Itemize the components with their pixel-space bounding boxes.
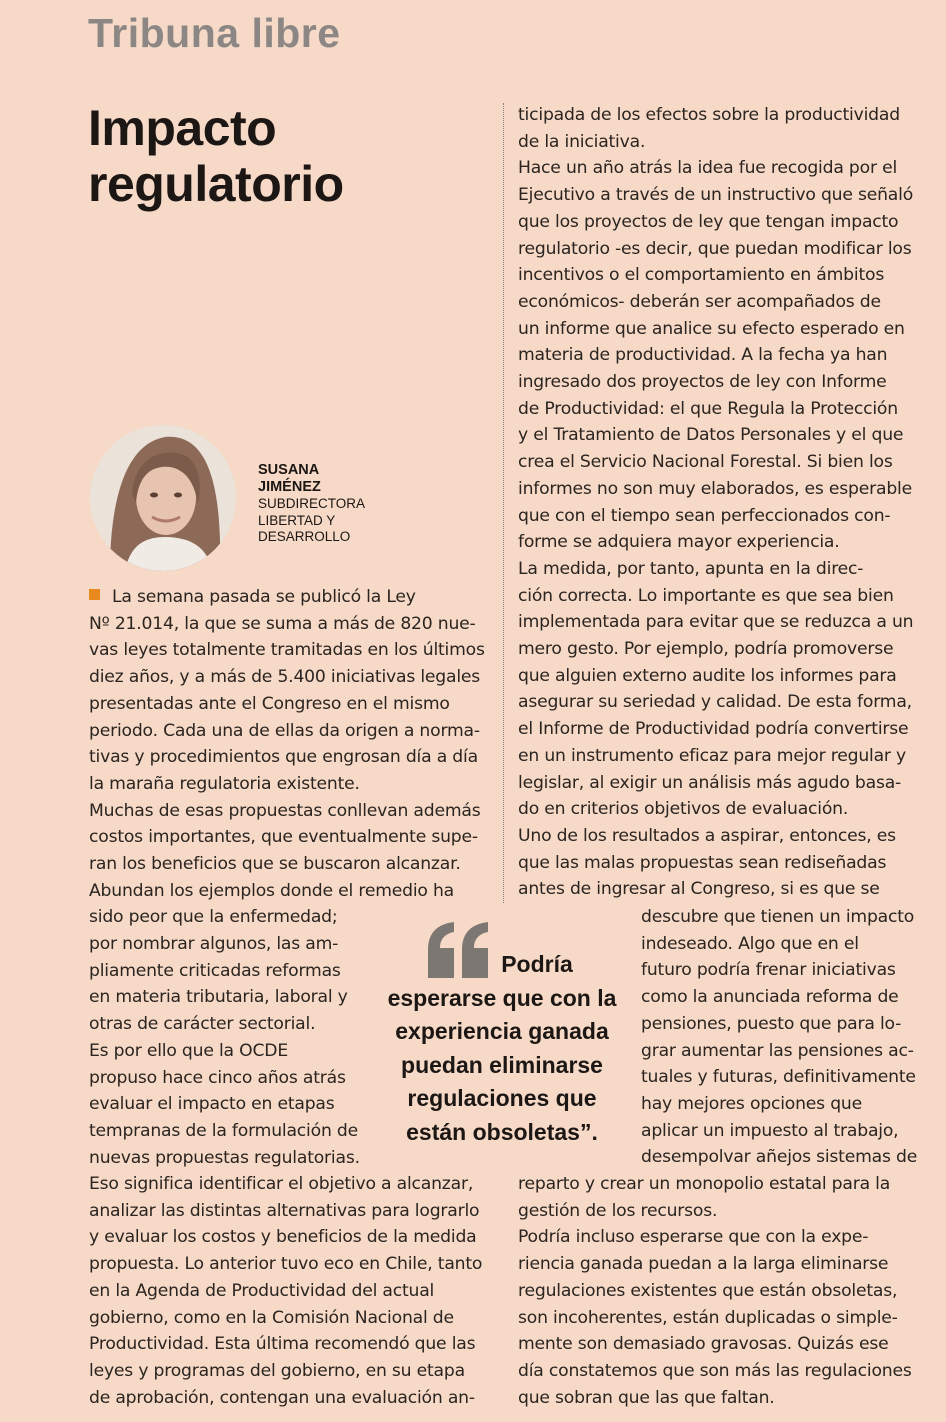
text-line: incentivos o el comportamiento en ámbitos [518,265,885,286]
text-line: otras de carácter sectorial. [89,1014,316,1035]
text-line: regulatorio -es decir, que puedan modificar los [518,238,912,259]
text-line: riencia ganada puedan a la larga eliminarse [518,1254,889,1275]
text-line: aplicar un impuesto al trabajo, [641,1120,899,1141]
article-title-line: regulatorio [88,156,344,212]
pull-quote-line: esperarse que con la [387,984,617,1011]
text-line: Uno de los resultados a aspirar, entonces, es [518,825,896,846]
text-line: la maraña regulatoria existente. [89,773,360,794]
text-line: de aprobación, contengan una evaluación an- [89,1387,475,1408]
text-line: económicos- deberán ser acompañados de [518,291,881,312]
author-name-line: JIMÉNEZ [258,479,321,495]
author-role-line: LIBERTAD Y [258,512,336,528]
text-line: el Informe de Productividad podría convertirse [518,719,909,740]
text-line: de Productividad: el que Regula la Protección [518,398,898,419]
text-line: materia de productividad. A la fecha ya han [518,345,888,366]
text-line: Podría incluso esperarse que con la expe- [518,1227,869,1248]
column-divider [503,103,504,903]
bullet-square-icon [89,589,100,600]
text-line: La medida, por tanto, apunta en la direc- [518,558,864,579]
pull-quote-line: Podría [501,951,573,977]
right-column-top [518,102,913,903]
text-line: tuales y futuras, definitivamente [641,1067,916,1088]
right-column-narrow [641,904,917,1171]
text-line: Hace un año atrás la idea fue recogida por el [518,158,898,179]
text-line: periodo. Cada una de ellas da origen a norma- [89,720,480,741]
text-line: por nombrar algunos, las am- [89,934,339,954]
text-line: Eso significa identificar el objetivo a alcanzar, [89,1174,474,1194]
text-line: ticipada de los efectos sobre la productividad [518,105,900,125]
text-line: que los proyectos de ley que tengan impacto [518,211,899,232]
text-line [89,584,485,611]
text-line: tivas y procedimientos que engrosan día a día [89,747,478,768]
text-line: legislar, al exigir un análisis más agudo basa- [518,772,902,793]
pull-quote [376,948,628,1149]
text-line: desempolvar añejos sistemas de [641,1147,918,1168]
text-line: y el Tratamiento de Datos Personales y el que [518,425,904,446]
text-line: en la Agenda de Productividad del actual [89,1280,435,1301]
text-line: propuesta. Lo anterior tuvo eco en Chile, tanto [89,1254,483,1275]
text-line: hay mejores opciones que [641,1093,862,1114]
right-column-bottom [518,1171,912,1411]
text-line: ingresado dos proyectos de ley con Informe [518,372,887,393]
text-line: do en criterios objetivos de evaluación. [518,799,849,820]
text-line: descubre que tienen un impacto [641,907,915,927]
text-line: evaluar el impacto en etapas [89,1094,335,1115]
text-line: tempranas de la formulación de [89,1120,358,1141]
text-line: que con el tiempo sean perfeccionados con- [518,505,891,526]
text-line: que las malas propuestas sean rediseñadas [518,852,887,873]
text-line: y evaluar los costos y beneficios de la medida [89,1227,477,1248]
text-line: grar aumentar las pensiones ac- [641,1040,914,1061]
text-line: leyes y programas del gobierno, en su etapa [89,1360,465,1381]
text-line: asegurar su seriedad y calidad. De esta forma, [518,692,912,713]
article-title [88,100,488,212]
author-name-line: SUSANA [258,462,320,478]
pull-quote-line: regulaciones que [407,1085,597,1111]
left-column-bottom [89,1171,482,1411]
author-portrait [90,425,236,571]
text-line: mero gesto. Por ejemplo, podría promoverse [518,639,894,660]
text-line: ran los beneficios que se buscaron alcanzar. [89,854,461,875]
author-role-line: SUBDIRECTORA [258,496,366,511]
text-line: futuro podría frenar iniciativas [641,960,896,981]
text-line: de la iniciativa. [518,131,646,152]
text-line: implementada para evitar que se reduzca a un [518,612,914,633]
text-line: Productividad. Esta última recomendó que las [89,1334,476,1355]
text-line: Abundan los ejemplos donde el remedio ha [89,880,454,901]
text-line: informes no son muy elaborados, es esperable [518,478,912,499]
text-line: regulaciones existentes que están obsoletas, [518,1280,898,1301]
text-line: crea el Servicio Nacional Forestal. Si bien los [518,452,893,473]
text-line: propuso hace cinco años atrás [89,1067,346,1088]
text-line: Ejecutivo a través de un instructivo que señaló [518,185,914,206]
text-line: sido peor que la enfermedad; [89,907,338,928]
article-title-line: Impacto [88,100,277,156]
text-line: diez años, y a más de 5.400 iniciativas legales [89,667,481,688]
text-line-content: La semana pasada se publicó la Ley [112,587,416,607]
text-line: que sobran que las que faltan. [518,1387,775,1408]
text-line: que alguien externo audite los informes para [518,665,897,686]
text-line: son incoherentes, están duplicadas o simple- [518,1307,898,1328]
text-line: Nº 21.014, la que se suma a más de 820 nue- [89,613,476,634]
author-byline [258,462,365,546]
text-line: en un instrumento eficaz para mejor regular y [518,745,907,766]
text-line: gobierno, como en la Comisión Nacional de [89,1307,454,1328]
text-line: día constatemos que son más las regulaciones [518,1360,912,1381]
text-line: en materia tributaria, laboral y [89,987,348,1008]
pull-quote-line: experiencia ganada [395,1018,609,1044]
left-column-narrow [89,931,360,1171]
text-line: forme se adquiera mayor experiencia. [518,532,840,553]
text-line: presentadas ante el Congreso en el mismo [89,693,450,714]
text-line: indeseado. Algo que en el [641,933,859,954]
text-line: Muchas de esas propuestas conllevan además [89,800,481,821]
text-line: mente son demasiado gravosas. Quizás ese [518,1334,889,1355]
text-line: reparto y crear un monopolio estatal para la [518,1174,891,1194]
pull-quote-line: puedan eliminarse [401,1051,603,1078]
text-line: Es por ello que la OCDE [89,1040,288,1061]
section-label: Tribuna libre [88,10,341,56]
author-role-line: DESARROLLO [258,529,351,544]
text-line: pensiones, puesto que para lo- [641,1013,902,1034]
pull-quote-line: están obsoletas”. [406,1118,598,1145]
text-line: gestión de los recursos. [518,1200,718,1221]
text-line: vas leyes totalmente tramitadas en los últimos [89,640,485,661]
text-line: un informe que analice su efecto esperado en [518,318,905,339]
text-line: costos importantes, que eventualmente supe- [89,827,478,848]
text-line: ción correcta. Lo importante es que sea bien [518,585,894,606]
text-line: nuevas propuestas regulatorias. [89,1147,360,1168]
text-line: antes de ingresar al Congreso, si es que se [518,879,880,900]
text-line: pliamente criticadas reformas [89,960,341,981]
text-line: analizar las distintas alternativas para lograrlo [89,1200,480,1221]
author-avatar [90,425,236,571]
text-line: como la anunciada reforma de [641,987,899,1008]
left-column-top [89,584,485,931]
